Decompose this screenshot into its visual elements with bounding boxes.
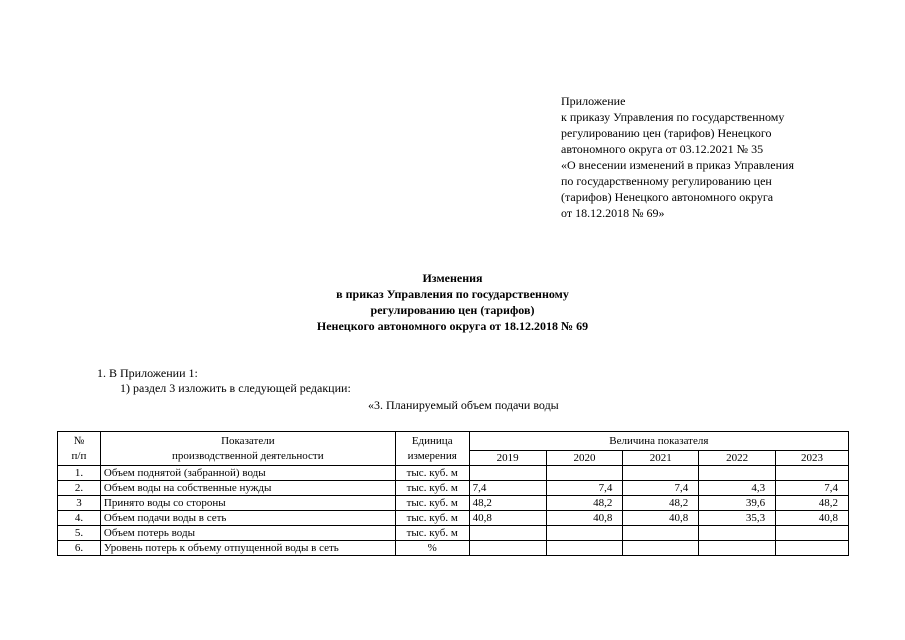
- row-value: 39,6: [699, 496, 776, 511]
- header-indicator-cell: [100, 432, 395, 466]
- row-value: 7,4: [469, 481, 546, 496]
- row-unit: тыс. куб. м: [395, 526, 469, 541]
- row-value: 40,8: [776, 511, 849, 526]
- paragraph-1: 1. В Приложении 1:: [97, 366, 198, 380]
- row-name: Уровень потерь к объему отпущенной воды в сеть: [100, 541, 395, 556]
- document-title: [0, 270, 905, 334]
- row-value: [623, 541, 699, 556]
- header-indicator-2: производственной деятельности: [172, 449, 324, 462]
- row-value: [469, 526, 546, 541]
- row-name: Объем подачи воды в сеть: [100, 511, 395, 526]
- row-value: 7,4: [546, 481, 623, 496]
- header-unit-cell: [395, 432, 469, 466]
- table-row: [58, 466, 849, 481]
- row-name: Объем поднятой (забранной) воды: [100, 466, 395, 481]
- row-value: [623, 466, 699, 481]
- row-name: Объем потерь воды: [100, 526, 395, 541]
- row-name: Объем воды на собственные нужды: [100, 481, 395, 496]
- row-value: 7,4: [776, 481, 849, 496]
- title-line: в приказ Управления по государственному: [336, 287, 569, 301]
- section-heading: «3. Планируемый объем подачи воды: [368, 398, 559, 412]
- appendix-line: по государственному регулированию цен: [561, 174, 772, 188]
- row-value: 48,2: [776, 496, 849, 511]
- row-value: 40,8: [469, 511, 546, 526]
- table-row: [58, 511, 849, 526]
- row-value: [776, 526, 849, 541]
- row-value: [546, 541, 623, 556]
- header-value: Величина показателя: [469, 432, 848, 451]
- row-num: 1.: [58, 466, 101, 481]
- row-value: 35,3: [699, 511, 776, 526]
- row-value: 4,3: [699, 481, 776, 496]
- year-cell: 2023: [776, 451, 849, 466]
- header-num-cell: [58, 432, 101, 466]
- row-value: [469, 541, 546, 556]
- row-value: [699, 526, 776, 541]
- row-value: [546, 526, 623, 541]
- header-unit-2: измерения: [407, 449, 457, 462]
- header-num-2: п/п: [71, 449, 87, 462]
- row-unit: тыс. куб. м: [395, 481, 469, 496]
- row-value: 40,8: [623, 511, 699, 526]
- year-cell: 2020: [546, 451, 623, 466]
- year-cell: 2021: [623, 451, 699, 466]
- row-value: [699, 541, 776, 556]
- appendix-line: регулированию цен (тарифов) Ненецкого: [561, 126, 772, 140]
- row-value: [699, 466, 776, 481]
- header-num-1: №: [73, 434, 85, 447]
- title-line: Ненецкого автономного округа от 18.12.2018 № 69: [316, 319, 589, 333]
- row-value: 7,4: [623, 481, 699, 496]
- appendix-line: «О внесении изменений в приказ Управления: [561, 158, 794, 172]
- appendix-block: [561, 93, 794, 221]
- row-num: 4.: [58, 511, 101, 526]
- title-line: Изменения: [422, 271, 483, 285]
- table-row: [58, 541, 849, 556]
- row-value: [776, 466, 849, 481]
- year-cell: 2022: [699, 451, 776, 466]
- row-num: 3: [58, 496, 101, 511]
- header-unit-1: Единица: [411, 434, 453, 447]
- row-unit: тыс. куб. м: [395, 466, 469, 481]
- indicators-table: [57, 431, 849, 556]
- row-value: [469, 466, 546, 481]
- row-unit: тыс. куб. м: [395, 496, 469, 511]
- table-row: [58, 526, 849, 541]
- appendix-line: автономного округа от 03.12.2021 № 35: [561, 142, 764, 156]
- paragraph-2: 1) раздел 3 изложить в следующей редакции:: [120, 381, 351, 395]
- table-row: [58, 481, 849, 496]
- table-header-row: [58, 432, 849, 451]
- row-value: [546, 466, 623, 481]
- title-line: регулированию цен (тарифов): [370, 303, 535, 317]
- row-value: 48,2: [469, 496, 546, 511]
- header-indicator-1: Показатели: [221, 434, 275, 447]
- row-value: 40,8: [546, 511, 623, 526]
- row-value: 48,2: [546, 496, 623, 511]
- row-unit: %: [395, 541, 469, 556]
- row-value: [776, 541, 849, 556]
- row-num: 5.: [58, 526, 101, 541]
- row-value: 48,2: [623, 496, 699, 511]
- appendix-line: к приказу Управления по государственному: [561, 110, 785, 124]
- row-unit: тыс. куб. м: [395, 511, 469, 526]
- table-row: [58, 496, 849, 511]
- row-num: 6.: [58, 541, 101, 556]
- appendix-line: от 18.12.2018 № 69»: [561, 206, 665, 220]
- appendix-line: (тарифов) Ненецкого автономного округа: [561, 190, 774, 204]
- row-num: 2.: [58, 481, 101, 496]
- row-value: [623, 526, 699, 541]
- year-cell: 2019: [469, 451, 546, 466]
- row-name: Принято воды со стороны: [100, 496, 395, 511]
- appendix-line: Приложение: [561, 94, 626, 108]
